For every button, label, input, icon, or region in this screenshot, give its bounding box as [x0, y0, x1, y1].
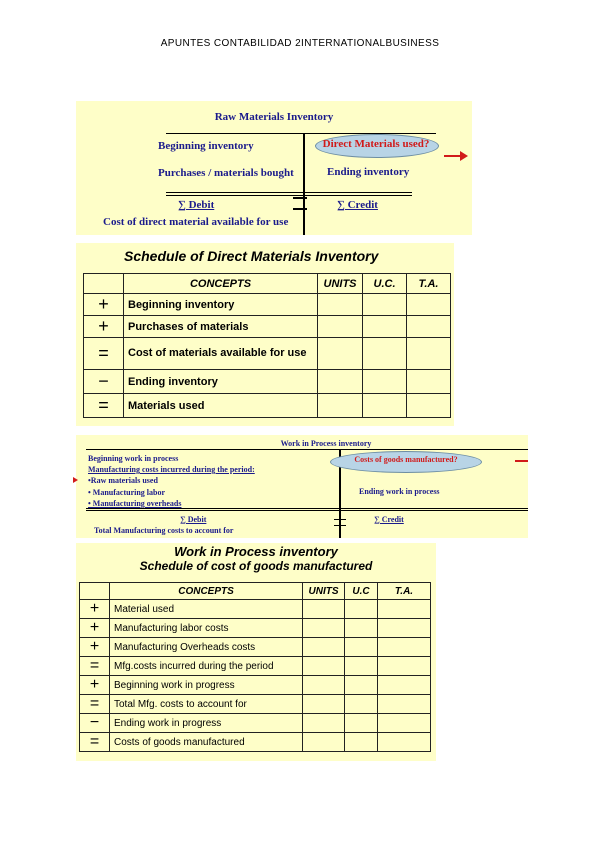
row-concept: Manufacturing Overheads costs: [110, 638, 303, 657]
equals-mark-top: [293, 197, 307, 199]
row-ta: [378, 714, 431, 733]
header-concepts: CONCEPTS: [110, 583, 303, 600]
row-ta: [378, 733, 431, 752]
table-row: [80, 695, 431, 714]
table-row: [80, 657, 431, 676]
equals-mark-bottom: [293, 208, 307, 210]
header-concepts: CONCEPTS: [124, 274, 318, 294]
row-ta: [378, 600, 431, 619]
direct-materials-schedule: [76, 243, 454, 426]
small-red-arrow-icon: [73, 477, 78, 483]
wip-credit-label: ∑ Credit: [374, 515, 404, 524]
row-units: [303, 619, 345, 638]
row-uc: [363, 294, 407, 316]
page-header: APUNTES CONTABILIDAD 2INTERNATIONALBUSINESS: [160, 38, 440, 49]
row-units: [303, 695, 345, 714]
header-uc: U.C.: [363, 274, 407, 294]
wip-sum-line-1: [86, 508, 528, 509]
row-units: [318, 316, 363, 338]
row-uc: [363, 316, 407, 338]
row-units: [303, 657, 345, 676]
raw-materials-t-account: [76, 101, 472, 235]
wip-overheads-label: • Manufacturing overheads: [88, 499, 182, 508]
cogm-schedule-table: [79, 582, 431, 752]
cogm-label: Costs of goods manufactured?: [354, 455, 458, 464]
wip-sum-line-2: [86, 510, 528, 511]
row-sign: +: [84, 294, 124, 316]
header-ta: T.A.: [378, 583, 431, 600]
dm-schedule-table: [83, 273, 451, 418]
row-uc: [345, 600, 378, 619]
row-concept: Beginning inventory: [124, 294, 318, 316]
row-sign: +: [84, 316, 124, 338]
row-uc: [345, 714, 378, 733]
header-uc: U.C: [345, 583, 378, 600]
row-concept: Mfg.costs incurred during the period: [110, 657, 303, 676]
sign-header-cell: [84, 274, 124, 294]
row-ta: [378, 619, 431, 638]
row-units: [303, 600, 345, 619]
wip-ending-label: Ending work in process: [359, 487, 440, 496]
row-concept: Manufacturing labor costs: [110, 619, 303, 638]
table-row: [80, 619, 431, 638]
wip-equals-bottom: [334, 525, 346, 526]
row-sign: +: [80, 638, 110, 657]
row-sign: +: [80, 619, 110, 638]
row-units: [318, 338, 363, 370]
beginning-inventory-label: Beginning inventory: [158, 140, 254, 152]
table-header-row: [80, 583, 431, 600]
row-sign: =: [84, 394, 124, 418]
row-units: [303, 733, 345, 752]
row-concept: Purchases of materials: [124, 316, 318, 338]
credit-label: ∑ Credit: [337, 199, 378, 211]
t-sum-line-1: [166, 192, 412, 193]
row-units: [303, 676, 345, 695]
row-sign: =: [80, 733, 110, 752]
wip-labor-label: • Manufacturing labor: [88, 488, 166, 497]
cogm-schedule: [76, 543, 436, 761]
wip-raw-label: •Raw materials used: [88, 476, 158, 485]
row-uc: [345, 733, 378, 752]
row-ta: [378, 676, 431, 695]
t-sum-line-2: [166, 195, 412, 196]
row-ta: [407, 294, 451, 316]
header-units: UNITS: [303, 583, 345, 600]
row-ta: [407, 394, 451, 418]
table-row: [80, 714, 431, 733]
row-units: [303, 714, 345, 733]
row-uc: [363, 370, 407, 394]
row-units: [303, 638, 345, 657]
wip-top-line: [86, 449, 528, 450]
row-uc: [345, 676, 378, 695]
row-units: [318, 394, 363, 418]
row-concept: Costs of goods manufactured: [110, 733, 303, 752]
row-uc: [345, 619, 378, 638]
row-concept: Ending work in progress: [110, 714, 303, 733]
row-ta: [378, 695, 431, 714]
wip-beginning-label: Beginning work in process: [88, 454, 179, 463]
table-row: [84, 316, 451, 338]
wip-title: Work in Process inventory: [280, 439, 372, 448]
row-concept: Total Mfg. costs to account for: [110, 695, 303, 714]
wip-incurred-label: Manufacturing costs incurred during the period:: [88, 465, 255, 474]
wip-total-label: Total Manufacturing costs to account for: [94, 526, 234, 535]
row-ta: [378, 657, 431, 676]
table-row: [80, 733, 431, 752]
row-uc: [345, 657, 378, 676]
available-label: Cost of direct material available for use: [103, 216, 289, 228]
ending-inventory-label: Ending inventory: [327, 166, 410, 178]
row-concept: Material used: [110, 600, 303, 619]
cogm-title-1: Work in Process inventory: [174, 544, 338, 559]
row-concept: Ending inventory: [124, 370, 318, 394]
row-units: [318, 370, 363, 394]
table-header-row: [84, 274, 451, 294]
header-units: UNITS: [318, 274, 363, 294]
row-sign: −: [80, 714, 110, 733]
row-ta: [407, 338, 451, 370]
cogm-title-2: Schedule of cost of goods manufactured: [139, 559, 373, 573]
wip-equals-top: [334, 519, 346, 520]
cogm-red-dash: [515, 460, 528, 462]
row-units: [318, 294, 363, 316]
row-sign: +: [80, 676, 110, 695]
row-ta: [407, 316, 451, 338]
row-sign: =: [84, 338, 124, 370]
row-concept: Beginning work in progress: [110, 676, 303, 695]
row-sign: +: [80, 600, 110, 619]
sign-header-cell: [80, 583, 110, 600]
t-vertical-line: [303, 133, 305, 235]
table-row: [80, 600, 431, 619]
row-sign: −: [84, 370, 124, 394]
wip-debit-label: ∑ Debit: [180, 515, 207, 524]
row-uc: [363, 338, 407, 370]
row-sign: =: [80, 695, 110, 714]
table-row: [84, 394, 451, 418]
wip-t-account: [76, 435, 528, 538]
materials-used-label: Direct Materials used?: [322, 138, 430, 150]
header-ta: T.A.: [407, 274, 451, 294]
row-concept: Cost of materials available for use: [124, 338, 318, 370]
table-row: [84, 370, 451, 394]
row-uc: [345, 638, 378, 657]
purchases-label: Purchases / materials bought: [158, 167, 294, 179]
row-sign: =: [80, 657, 110, 676]
table-row: [80, 638, 431, 657]
red-arrow-icon: [460, 151, 468, 161]
row-ta: [378, 638, 431, 657]
row-concept: Materials used: [124, 394, 318, 418]
row-uc: [345, 695, 378, 714]
dm-schedule-title: Schedule of Direct Materials Inventory: [124, 248, 379, 264]
row-uc: [363, 394, 407, 418]
table-row: [84, 294, 451, 316]
debit-label: ∑ Debit: [178, 199, 215, 211]
raw-materials-title: Raw Materials Inventory: [214, 111, 334, 123]
table-row: [80, 676, 431, 695]
row-ta: [407, 370, 451, 394]
table-row: [84, 338, 451, 370]
